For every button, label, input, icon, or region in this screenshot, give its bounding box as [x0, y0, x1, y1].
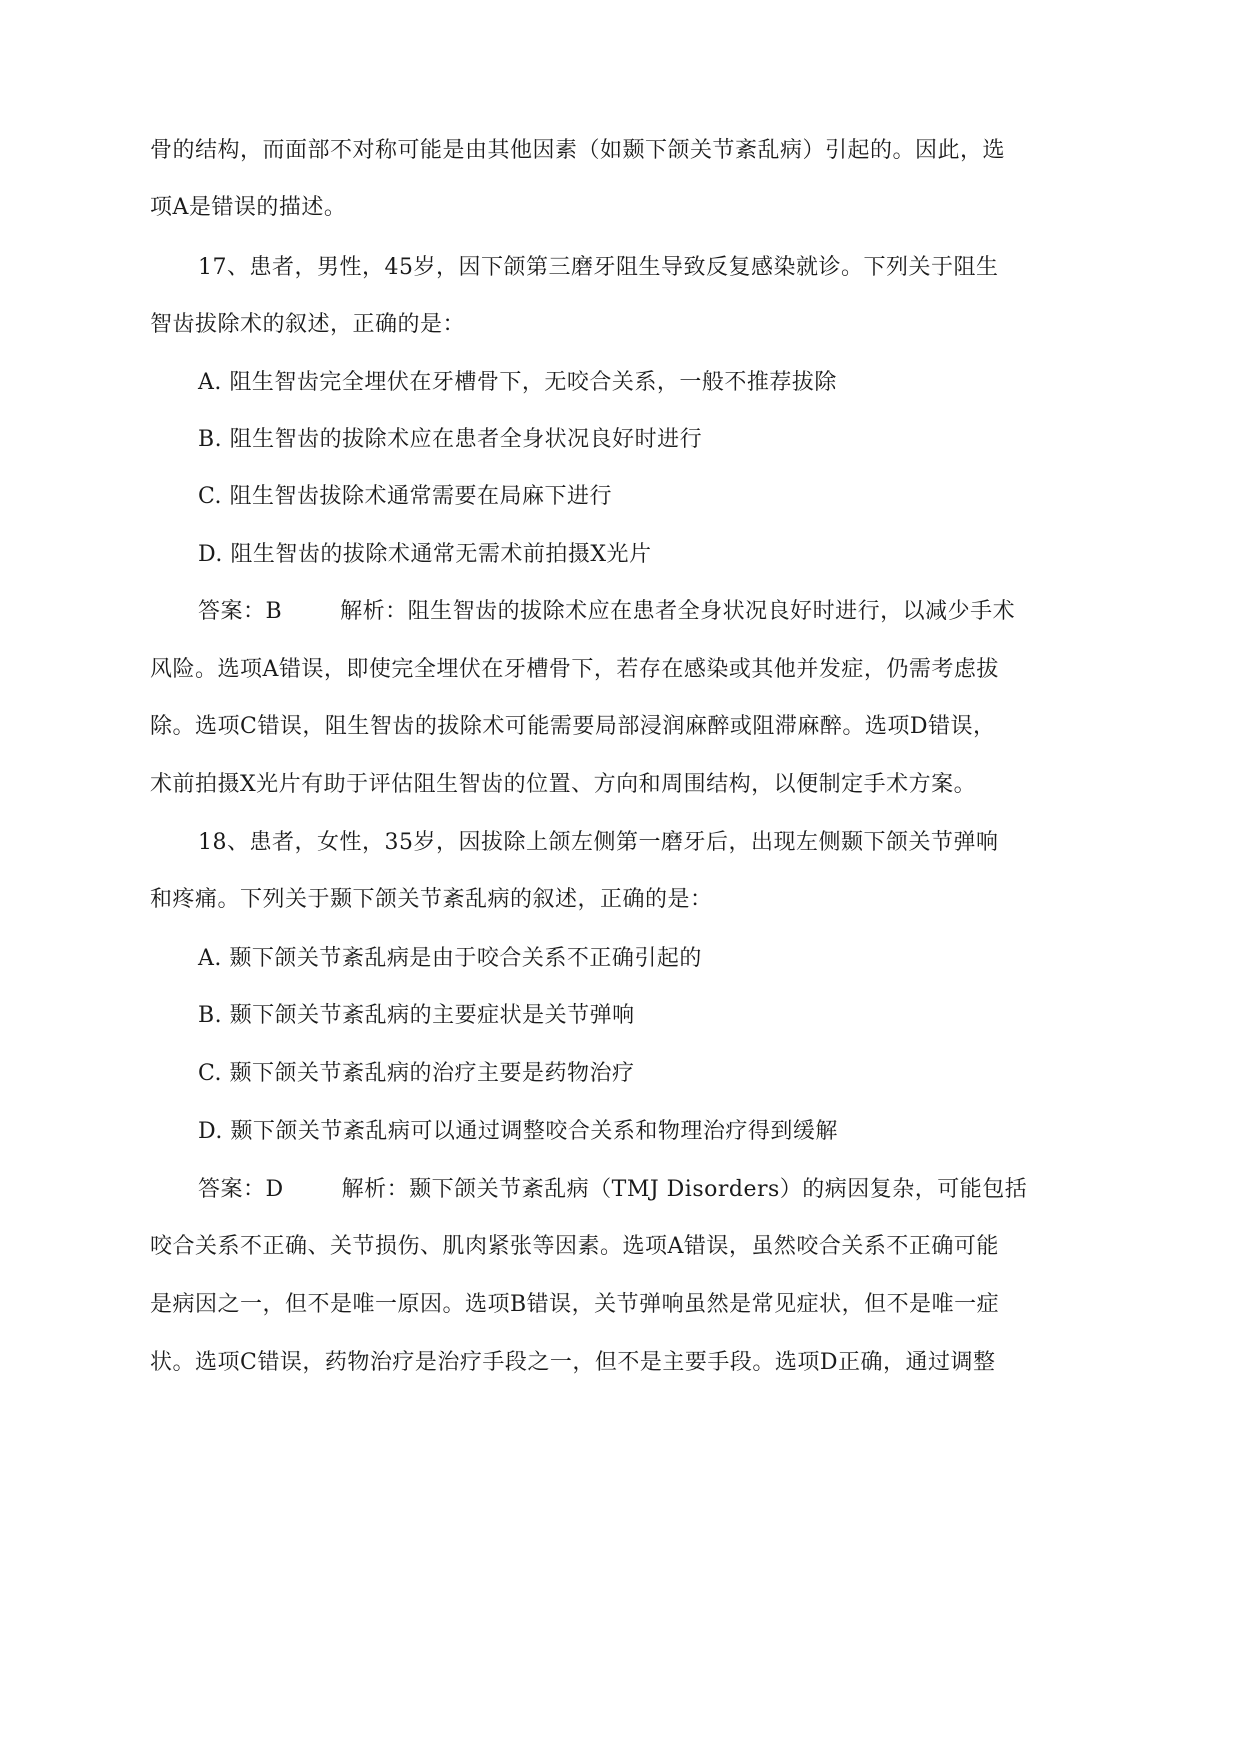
q18-analysis-line-2: 咬合关系不正确、关节损伤、肌肉紧张等因素。选项A错误，虽然咬合关系不正确可能: [150, 1234, 999, 1259]
q17-analysis-line-2: 风险。选项A错误，即使完全埋伏在牙槽骨下，若存在感染或其他并发症，仍需考虑拔: [150, 657, 999, 682]
q17-stem-line-2: 智齿拔除术的叙述，正确的是：: [150, 312, 466, 337]
q18-answer-row: [198, 1175, 1027, 1205]
q18-stem-line-2: 和疼痛。下列关于颞下颌关节紊乱病的叙述，正确的是：: [150, 887, 713, 912]
q18-answer: 答案：D: [198, 1177, 284, 1202]
q18-option-d: D. 颞下颌关节紊乱病可以通过调整咬合关系和物理治疗得到缓解: [198, 1119, 838, 1144]
q18-analysis-line-1: 解析：颞下颌关节紊乱病（TMJ Disorders）的病因复杂，可能包括: [341, 1177, 1028, 1202]
q17-answer-row: [198, 597, 1015, 627]
q18-stem-line-1: 18、患者，女性，35岁，因拔除上颌左侧第一磨牙后，出现左侧颞下颌关节弹响: [198, 830, 999, 855]
q18-analysis-line-4: 状。选项C错误，药物治疗是治疗手段之一，但不是主要手段。选项D正确，通过调整: [150, 1350, 996, 1375]
q17-stem-line-1: 17、患者，男性，45岁，因下颌第三磨牙阻生导致反复感染就诊。下列关于阻生: [198, 255, 999, 280]
q17-answer: 答案：B: [198, 599, 283, 624]
q18-analysis-line-3: 是病因之一，但不是唯一原因。选项B错误，关节弹响虽然是常见症状，但不是唯一症: [150, 1292, 1000, 1317]
q17-option-b: B. 阻生智齿的拔除术应在患者全身状况良好时进行: [198, 427, 703, 452]
q17-option-c: C. 阻生智齿拔除术通常需要在局麻下进行: [198, 484, 613, 509]
q18-option-c: C. 颞下颌关节紊乱病的治疗主要是药物治疗: [198, 1061, 635, 1086]
q17-analysis-line-3: 除。选项C错误，阻生智齿的拔除术可能需要局部浸润麻醉或阻滞麻醉。选项D错误，: [150, 714, 996, 739]
intro-line-1: 骨的结构，而面部不对称可能是由其他因素（如颞下颌关节紊乱病）引起的。因此，选: [150, 138, 1006, 163]
q17-analysis-line-1: 解析：阻生智齿的拔除术应在患者全身状况良好时进行，以减少手术: [340, 599, 1016, 624]
q17-option-a: A. 阻生智齿完全埋伏在牙槽骨下，无咬合关系，一般不推荐拔除: [198, 370, 837, 395]
intro-line-2: 项A是错误的描述。: [150, 195, 347, 220]
q17-analysis-line-4: 术前拍摄X光片有助于评估阻生智齿的位置、方向和周围结构，以便制定手术方案。: [150, 772, 977, 797]
q18-option-b: B. 颞下颌关节紊乱病的主要症状是关节弹响: [198, 1003, 635, 1028]
q17-option-d: D. 阻生智齿的拔除术通常无需术前拍摄X光片: [198, 542, 652, 567]
q18-option-a: A. 颞下颌关节紊乱病是由于咬合关系不正确引起的: [198, 946, 702, 971]
